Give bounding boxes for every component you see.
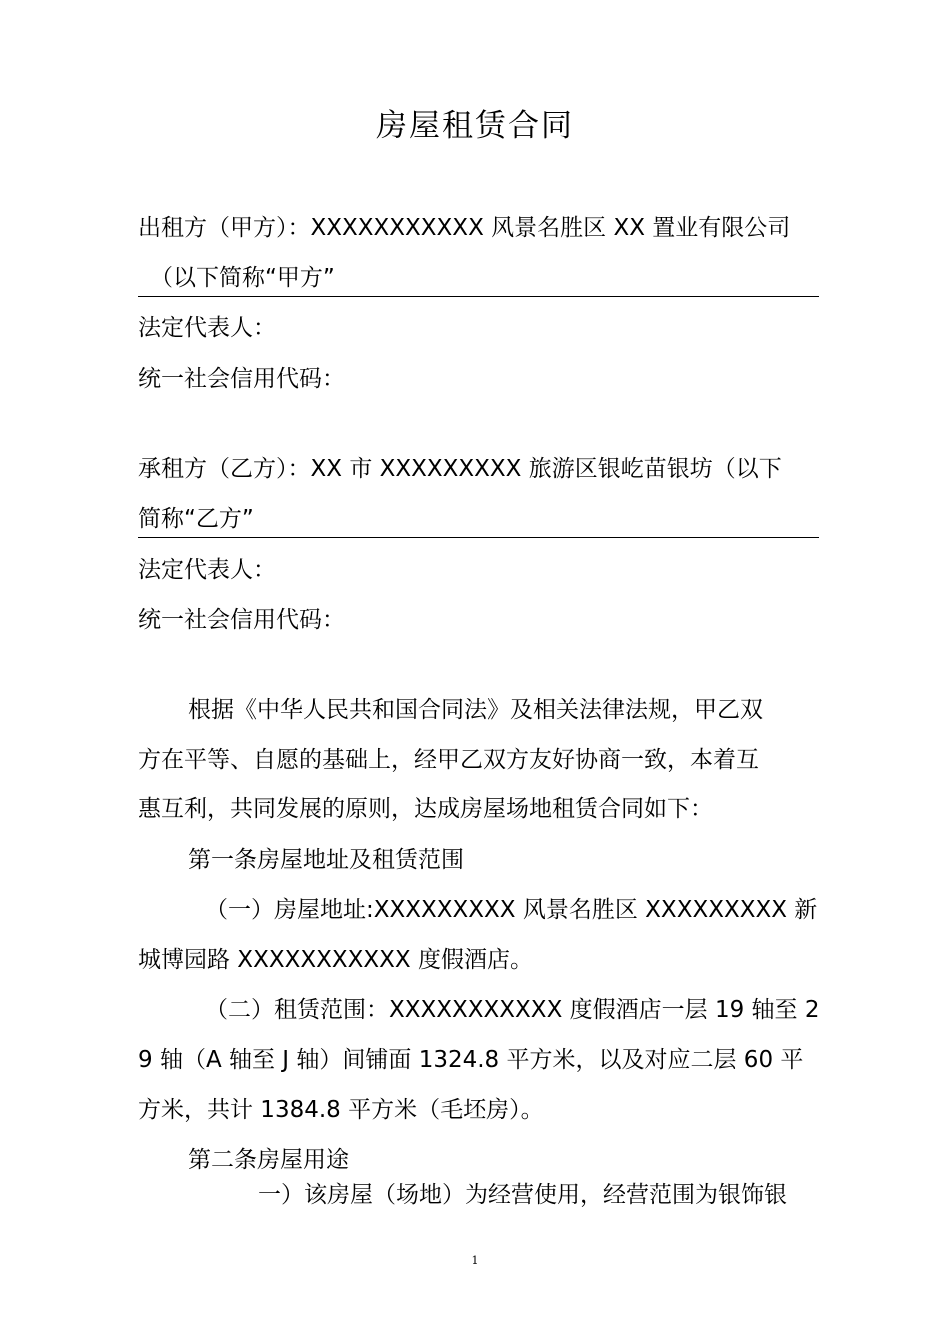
- article-1-item-1-line-2: 城博园路 XXXXXXXXXXX 度假酒店。: [138, 947, 533, 973]
- lessee-credit-code: 统一社会信用代码：: [138, 607, 345, 633]
- lessor-line-2: （以下简称“甲方”: [150, 265, 335, 291]
- page-number: 1: [471, 1254, 479, 1267]
- lessee-line-2: 简称“乙方”: [138, 506, 254, 532]
- lessor-line-1: 出租方（甲方）：XXXXXXXXXXX 风景名胜区 XX 置业有限公司: [138, 215, 791, 241]
- article-1-item-2-line-2: 9 轴（A 轴至 J 轴）间铺面 1324.8 平方米，以及对应二层 60 平: [138, 1047, 804, 1073]
- lessee-underline: [138, 537, 819, 538]
- preamble-line-2: 方在平等、自愿的基础上，经甲乙双方友好协商一致，本着互: [138, 747, 759, 773]
- lessee-line-1: 承租方（乙方）：XX 市 XXXXXXXXX 旅游区银屹苗银坊（以下: [138, 456, 782, 482]
- article-1-item-2-line-1: （二）租赁范围：XXXXXXXXXXX 度假酒店一层 19 轴至 2: [205, 997, 820, 1023]
- article-2-heading: 第二条房屋用途: [188, 1147, 349, 1173]
- article-2-item-1-line-1: 一）该房屋（场地）为经营使用，经营范围为银饰银: [258, 1182, 787, 1208]
- lessor-credit-code: 统一社会信用代码：: [138, 366, 345, 392]
- article-1-heading: 第一条房屋地址及租赁范围: [188, 847, 464, 873]
- document-title: 房屋租赁合同: [376, 108, 574, 144]
- preamble-line-1: 根据《中华人民共和国合同法》及相关法律法规，甲乙双: [188, 697, 763, 723]
- lessor-representative: 法定代表人：: [138, 315, 276, 341]
- preamble-line-3: 惠互利，共同发展的原则，达成房屋场地租赁合同如下：: [138, 796, 713, 822]
- article-1-item-1-line-1: （一）房屋地址:XXXXXXXXX 风景名胜区 XXXXXXXXX 新: [205, 897, 818, 923]
- lessor-underline: [138, 296, 819, 297]
- lessee-representative: 法定代表人：: [138, 557, 276, 583]
- article-1-item-2-line-3: 方米，共计 1384.8 平方米（毛坯房）。: [138, 1097, 544, 1123]
